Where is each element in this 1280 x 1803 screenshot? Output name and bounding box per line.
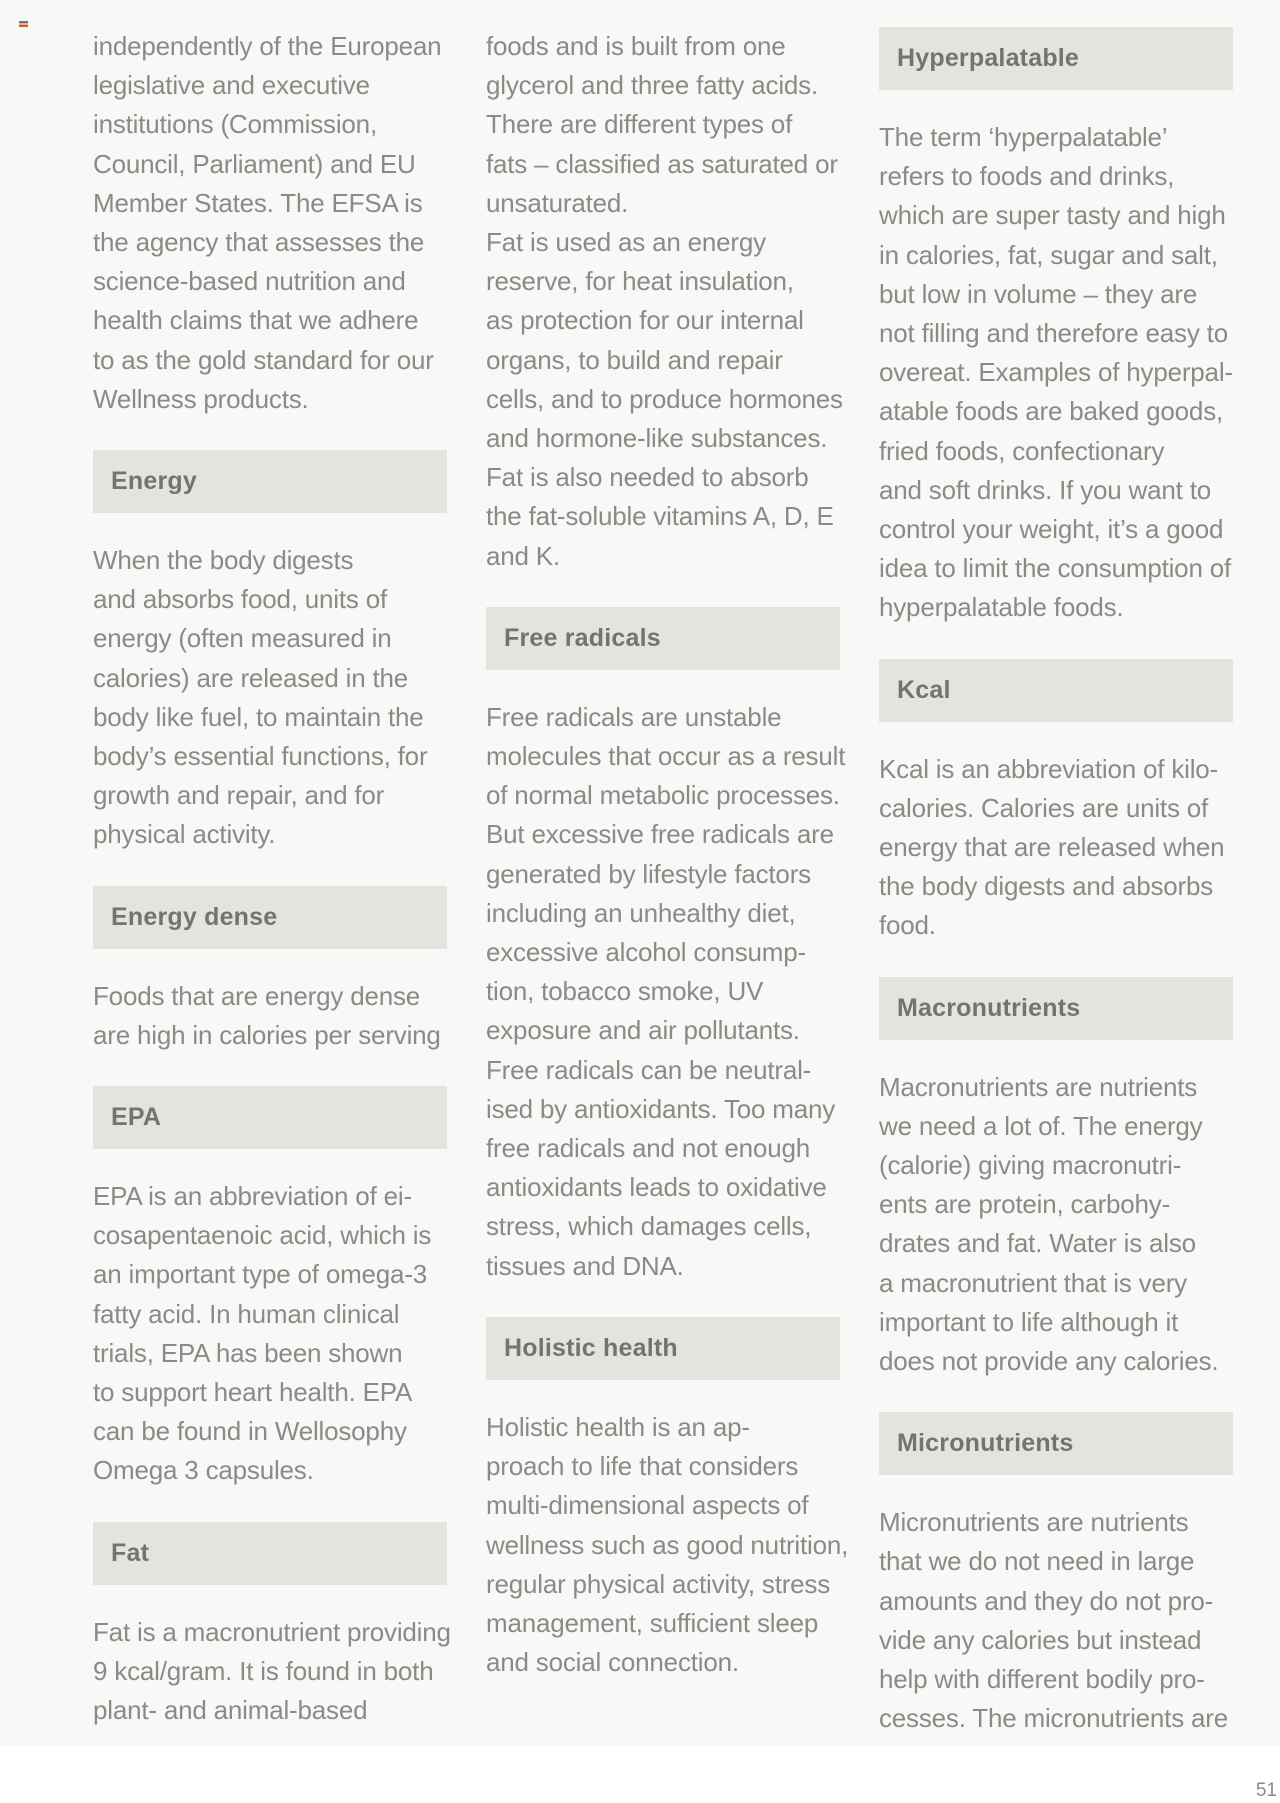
text-line: reserve, for heat insulation, [486, 266, 794, 297]
glossary-column-3 [879, 27, 1233, 1739]
text-line: foods and is built from one [486, 31, 786, 61]
text-line: but low in volume – they are [879, 278, 1198, 309]
text-line: excessive alcohol consump- [486, 937, 806, 968]
text-line: The term ‘hyperpalatable’ [879, 122, 1168, 152]
text-line: health claims that we adhere [93, 305, 419, 336]
text-line: energy (often measured in [93, 623, 392, 654]
page-number: 51 [1255, 1780, 1277, 1801]
text-line: can be found in Wellosophy [93, 1416, 407, 1447]
text-line: an important type of omega-3 [93, 1259, 428, 1290]
text-line: EPA is an abbreviation of ei- [93, 1181, 412, 1212]
text-line: that we do not need in large [879, 1546, 1195, 1577]
text-block [486, 1408, 849, 1682]
text-line: stress, which damages cells, [486, 1211, 812, 1242]
text-line: legislative and executive [93, 70, 370, 101]
heading-kcal: Kcal [879, 659, 1233, 722]
text-line: and hormone-like substances. [486, 423, 828, 454]
text-line: independently of the European [93, 31, 442, 61]
text-line: to support heart health. EPA [93, 1377, 413, 1408]
text-line: Micronutrients are nutrients [879, 1507, 1189, 1538]
text-line: energy that are released when [879, 832, 1225, 863]
flag-icon [19, 21, 28, 27]
text-line: refers to foods and drinks, [879, 161, 1175, 192]
heading-holistic-health: Holistic health [486, 1317, 840, 1380]
text-block [486, 698, 846, 1286]
text-line: ised by antioxidants. Too many [486, 1093, 836, 1124]
text-line: body like fuel, to maintain the [93, 701, 424, 732]
text-line: Omega 3 capsules. [93, 1455, 314, 1486]
text-line: unsaturated. [486, 187, 629, 218]
text-line: fatty acid. In human clinical [93, 1298, 400, 1329]
text-line: But excessive free radicals are [486, 819, 834, 850]
text-line: Fat is used as an energy [486, 227, 766, 258]
text-block [486, 27, 843, 576]
glossary-column-2 [486, 27, 849, 1682]
text-line: overeat. Examples of hyperpal- [879, 357, 1233, 388]
text-line: organs, to build and repair [486, 344, 783, 375]
text-block [879, 118, 1233, 628]
text-line: institutions (Commission, [93, 109, 377, 140]
text-line: calories. Calories are units of [879, 792, 1209, 823]
text-line: cosapentaenoic acid, which is [93, 1220, 432, 1251]
text-line: amounts and they do not pro- [879, 1585, 1214, 1616]
text-line: and absorbs food, units of [93, 584, 388, 615]
text-line: free radicals and not enough [486, 1133, 810, 1164]
text-line: wellness such as good nutrition, [486, 1529, 849, 1560]
text-block [93, 1613, 451, 1731]
text-line: Free radicals are unstable [486, 701, 782, 732]
text-line: physical activity. [93, 819, 276, 850]
text-line: Kcal is an abbreviation of kilo- [879, 753, 1219, 784]
flag-stripe-3 [19, 25, 28, 27]
text-line: calories) are released in the [93, 662, 409, 693]
text-line: as protection for our internal [486, 305, 804, 336]
text-line: to as the gold standard for our [93, 344, 434, 375]
heading-micronutrients: Micronutrients [879, 1412, 1233, 1475]
text-line: does not provide any calories. [879, 1346, 1219, 1377]
text-line: and K. [486, 540, 560, 571]
text-line: are high in calories per serving [93, 1019, 441, 1050]
heading-epa: EPA [93, 1086, 447, 1149]
text-line: regular physical activity, stress [486, 1568, 831, 1599]
text-line: the fat-soluble vitamins A, D, E [486, 501, 834, 532]
text-line: There are different types of [486, 109, 793, 140]
text-line: and social connection. [486, 1647, 739, 1678]
text-line: fats – classified as saturated or [486, 148, 838, 179]
text-line: When the body digests [93, 545, 354, 576]
text-line: Fat is also needed to absorb [486, 462, 809, 493]
text-line: of normal metabolic processes. [486, 780, 840, 811]
text-line: idea to limit the consumption of [879, 553, 1232, 584]
heading-energy-dense: Energy dense [93, 886, 447, 949]
text-line: Council, Parliament) and EU [93, 148, 416, 179]
text-line: (calorie) giving macronutri- [879, 1150, 1182, 1181]
text-line: generated by lifestyle factors [486, 858, 811, 889]
text-line: 9 kcal/gram. It is found in both [93, 1655, 434, 1686]
text-line: glycerol and three fatty acids. [486, 70, 818, 101]
text-line: including an unhealthy diet, [486, 897, 796, 928]
text-line: management, sufficient sleep [486, 1607, 819, 1638]
text-line: exposure and air pollutants. [486, 1015, 800, 1046]
text-line: which are super tasty and high [879, 200, 1226, 231]
text-line: drates and fat. Water is also [879, 1228, 1196, 1259]
heading-hyperpalatable: Hyperpalatable [879, 27, 1233, 90]
text-line: Free radicals can be neutral- [486, 1054, 812, 1085]
text-line: Fat is a macronutrient providing [93, 1616, 451, 1647]
text-line: antioxidants leads to oxidative [486, 1172, 827, 1203]
text-line: Member States. The EFSA is [93, 187, 423, 218]
text-block [93, 977, 447, 1055]
text-block [93, 1177, 447, 1491]
heading-macronutrients: Macronutrients [879, 977, 1233, 1040]
text-line: cells, and to produce hormones [486, 383, 843, 414]
text-block [879, 750, 1233, 946]
text-line: we need a lot of. The energy [879, 1110, 1203, 1141]
text-block [879, 1068, 1233, 1382]
text-line: trials, EPA has been shown [93, 1337, 403, 1368]
text-line: not filling and therefore easy to [879, 318, 1228, 349]
text-line: and soft drinks. If you want to [879, 474, 1211, 505]
heading-fat: Fat [93, 1522, 447, 1585]
text-line: food. [879, 910, 936, 941]
text-line: science-based nutrition and [93, 266, 406, 297]
text-line: atable foods are baked goods, [879, 396, 1224, 427]
text-line: proach to life that considers [486, 1451, 799, 1482]
text-line: fried foods, confectionary [879, 435, 1165, 466]
text-block [879, 1503, 1233, 1738]
heading-free-radicals: Free radicals [486, 607, 840, 670]
text-line: molecules that occur as a result [486, 741, 846, 772]
text-block [93, 27, 447, 419]
text-line: growth and repair, and for [93, 780, 385, 811]
text-line: the agency that assesses the [93, 227, 425, 258]
text-line: plant- and animal-based [93, 1695, 368, 1726]
text-line: tissues and DNA. [486, 1250, 684, 1281]
text-line: vide any calories but instead [879, 1624, 1202, 1655]
text-line: cesses. The micronutrients are [879, 1703, 1228, 1734]
text-line: multi-dimensional aspects of [486, 1490, 809, 1521]
text-line: ents are protein, carbohy- [879, 1189, 1171, 1220]
text-line: tion, tobacco smoke, UV [486, 976, 764, 1007]
text-line: control your weight, it’s a good [879, 514, 1224, 545]
glossary-column-1 [93, 27, 451, 1730]
text-line: hyperpalatable foods. [879, 592, 1124, 623]
text-line: Wellness products. [93, 383, 309, 414]
text-block [93, 541, 447, 855]
text-line: help with different bodily pro- [879, 1664, 1205, 1695]
text-line: important to life although it [879, 1306, 1179, 1337]
heading-energy: Energy [93, 450, 447, 513]
text-line: Foods that are energy dense [93, 980, 421, 1011]
text-line: in calories, fat, sugar and salt, [879, 239, 1218, 270]
text-line: the body digests and absorbs [879, 871, 1214, 902]
text-line: body’s essential functions, for [93, 741, 428, 772]
text-line: Macronutrients are nutrients [879, 1071, 1198, 1102]
text-line: Holistic health is an ap- [486, 1411, 750, 1442]
text-line: a macronutrient that is very [879, 1267, 1187, 1298]
